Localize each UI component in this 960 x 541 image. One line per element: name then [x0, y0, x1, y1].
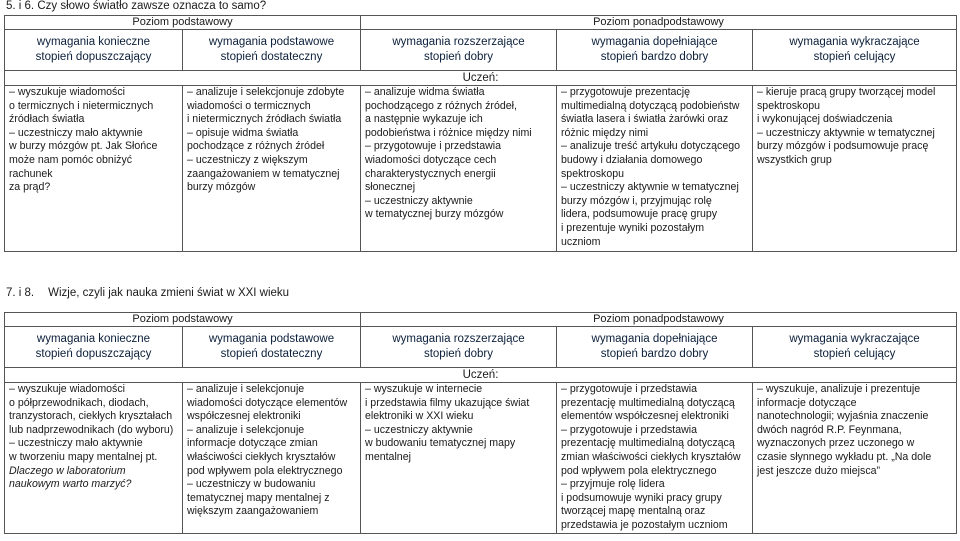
- cell-1-5: – kieruje pracą grupy tworzącej model spektroskopu i wykonującej doświadczenia – uczestniczy aktywnie w tematycznej burzy mózgów i podsumowuje pracę wszystkich grup: [753, 86, 957, 252]
- col-header-2-1: wymagania konieczne stopień dopuszczający: [5, 327, 183, 368]
- requirements-table-1: [4, 15, 957, 252]
- col-header-2-2: wymagania podstawowe stopień dostateczny: [183, 327, 361, 368]
- student-label-2: Uczeń:: [5, 368, 957, 383]
- col-header-2-5: wymagania wykraczające stopień celujący: [753, 327, 957, 368]
- level-advanced-2: Poziom ponadpodstawowy: [361, 313, 957, 327]
- cell-1-1: – wyszukuje wiadomości o termicznych i nietermicznych źródłach światła – uczestniczy mało aktywnie w burzy mózgów pt. Jak Słońce może nam pomóc obniżyć rachunek za prąd?: [5, 86, 183, 252]
- col-header-2-3: wymagania rozszerzające stopień dobry: [361, 327, 557, 368]
- cell-1-2: – analizuje i selekcjonuje zdobyte wiadomości o termicznych i nietermicznych źródłach światła – opisuje widma światła pochodzące z różnych źródeł – uczestniczy z większym zaangażowaniem w tematycznej burzy mózgów: [183, 86, 361, 252]
- cell-2-3: – wyszukuje w internecie i przedstawia filmy ukazujące świat elektroniki w XXI wieku – uczestniczy aktywnie w budowaniu tematycznej mapy mentalnej: [361, 383, 557, 534]
- cell-2-2: – analizuje i selekcjonuje wiadomości dotyczące elementów współczesnej elektroniki – analizuje i selekcjonuje informacje dotyczące zmian właściwości ciekłych kryształów pod wpływem pola elektrycznego – uczestniczy w budowaniu tematycznej mapy mentalnej z większym zaangażowaniem: [183, 383, 361, 534]
- col-header-1-5: wymagania wykraczające stopień celujący: [753, 30, 957, 71]
- section2-heading: [6, 287, 289, 299]
- cell-2-4: – przygotowuje i przedstawia prezentację multimedialną dotyczącą elementów współczesnej elektroniki – przygotowuje i przedstawia prezentację multimedialną dotyczącą zmian właściwości ciekłych kryształów pod wpływem pola elektrycznego – przyjmuje rolę lidera i podsumowuje wyniki pracy grupy tworzącej mapę mentalną oraz przedstawia je pozostałym uczniom: [557, 383, 753, 534]
- cell-2-5: – wyszukuje, analizuje i prezentuje informacje dotyczące nanotechnologii; wyjaśnia znaczenie dwóch nagród R.P. Feynmana, wyznaczonych przez uczonego w czasie słynnego wykładu pt. „Na dole jest jeszcze dużo miejsca”: [753, 383, 957, 534]
- cell-2-1: – wyszukuje wiadomości o półprzewodnikach, diodach, tranzystorach, ciekłych kryształach lub nadprzewodnikach (do wyboru) – uczestniczy mało aktywnie w tworzeniu mapy mentalnej pt. Dlaczego w laboratorium naukowym warto marzyć?: [5, 383, 183, 534]
- col-header-1-2: wymagania podstawowe stopień dostateczny: [183, 30, 361, 71]
- cell-1-3: – analizuje widma światła pochodzącego z różnych źródeł, a następnie wykazuje ich podobieństwa i różnice między nimi – przygotowuje i przedstawia wiadomości dotyczące cech charakterystycznych energii słonecznej – uczestniczy aktywnie w tematycznej burzy mózgów: [361, 86, 557, 252]
- section1-heading: 5. i 6. Czy słowo światło zawsze oznacza to samo?: [6, 0, 267, 12]
- student-label-1: Uczeń:: [5, 71, 957, 86]
- col-header-2-4: wymagania dopełniające stopień bardzo dobry: [557, 327, 753, 368]
- level-basic-1: Poziom podstawowy: [5, 16, 361, 30]
- col-header-1-3: wymagania rozszerzające stopień dobry: [361, 30, 557, 71]
- col-header-1-1: wymagania konieczne stopień dopuszczający: [5, 30, 183, 71]
- section2-heading-title: Wizje, czyli jak nauka zmieni świat w XXI wieku: [48, 287, 290, 299]
- cell-1-4: – przygotowuje prezentację multimedialną dotyczącą podobieństw światła lasera i światła żarówki oraz różnic między nimi – analizuje treść artykułu dotyczącego budowy i działania domowego spektroskopu – uczestniczy aktywnie w tematycznej burzy mózgów i, przyjmując rolę lidera, podsumowuje pracę grupy i prezentuje wyniki pozostałym uczniom: [557, 86, 753, 252]
- section2-heading-number: 7. i 8.: [6, 287, 35, 299]
- cell-2-1-italic: Dlaczego w laboratorium naukowym warto marzyć?: [9, 464, 132, 491]
- requirements-table-2: [4, 312, 957, 534]
- level-advanced-1: Poziom ponadpodstawowy: [361, 16, 957, 30]
- level-basic-2: Poziom podstawowy: [5, 313, 361, 327]
- col-header-1-4: wymagania dopełniające stopień bardzo dobry: [557, 30, 753, 71]
